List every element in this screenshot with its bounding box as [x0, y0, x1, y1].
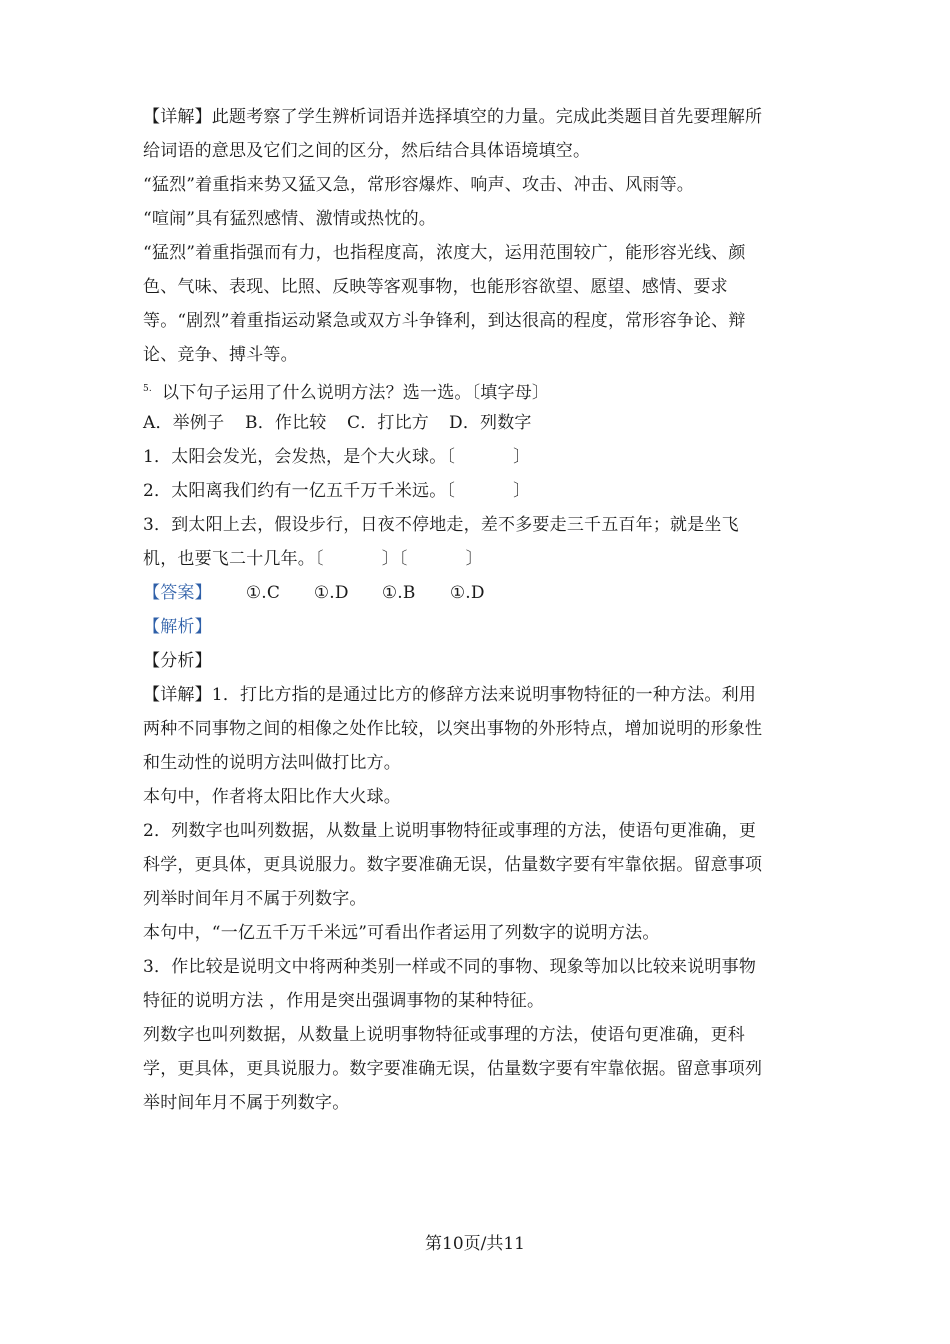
question-item-2 [143, 474, 808, 508]
question-item-1 [143, 440, 808, 474]
question-options [143, 406, 808, 440]
bracket-close: 〕 [513, 447, 531, 467]
option-a: A．举例子 [143, 413, 225, 433]
option-d: D．列数字 [449, 413, 532, 433]
text-line: “猛烈”着重指来势又猛又急，常形容爆炸、响声、攻击、冲击、风雨等。 [143, 175, 694, 195]
detail-line: 3．作比较是说明文中将两种类别一样或不同的事物、现象等加以比较来说明事物 [143, 957, 757, 977]
text-line: “猛烈”着重指强而有力，也指程度高，浓度大，运用范围较广，能形容光线、颜 [143, 243, 746, 263]
question-stem [143, 372, 808, 406]
page-footer: 第10页/共11 [425, 1234, 525, 1254]
detail-line: 2．列数字也叫列数据，从数量上说明事物特征或事理的方法，使语句更准确，更 [143, 821, 757, 841]
answer-row [143, 576, 808, 610]
detail-line: 【详解】1．打比方指的是通过比方的修辞方法来说明事物特征的一种方法。利用 [143, 685, 757, 705]
document-body [143, 100, 808, 1120]
analysis-label: 【解析】 [143, 617, 212, 637]
detail-line: 列数字也叫列数据，从数量上说明事物特征或事理的方法，使语句更准确，更科 [143, 1025, 745, 1045]
option-b: B．作比较 [245, 413, 327, 433]
text-line: 等。“剧烈”着重指运动紧急或双方斗争锋利，到达很高的程度，常形容争论、辩 [143, 311, 746, 331]
detail-line: 特征的说明方法 ，作用是突出强调事物的某种特征。 [143, 991, 545, 1011]
question-stem-text: 以下句子运用了什么说明方法？选一选。〔填字母〕 [162, 383, 550, 403]
answer-value: ①.B [381, 583, 416, 603]
detail-line: 两种不同事物之间的相像之处作比较，以突出事物的外形特点，增加说明的形象性 [143, 719, 763, 739]
detail-line: 学，更具体，更具说服力。数字要准确无误，估量数字要有牢靠依据。留意事项列 [143, 1059, 763, 1079]
item-text: 1．太阳会发光，会发热，是个大火球。〔 [143, 447, 456, 467]
text-line: 论、竞争、搏斗等。 [143, 345, 298, 365]
text-line: 【详解】此题考察了学生辨析词语并选择填空的力量。完成此类题目首先要理解所 [143, 107, 763, 127]
answer-value: ①.D [313, 583, 349, 603]
detail-line: 列举时间年月不属于列数字。 [143, 889, 367, 909]
answer-value: ①.D [449, 583, 485, 603]
text-line: 色、气味、表现、比照、反映等客观事物，也能形容欲望、愿望、感情、要求 [143, 277, 728, 297]
item-text: 机，也要飞二十几年。〔 [143, 549, 324, 569]
text-line: “喧闹”具有猛烈感情、激情或热忱的。 [143, 209, 436, 229]
detail-line: 举时间年月不属于列数字。 [143, 1093, 350, 1113]
text-line: 给词语的意思及它们之间的区分，然后结合具体语境填空。 [143, 141, 591, 161]
detail-line: 和生动性的说明方法叫做打比方。 [143, 753, 401, 773]
fenxi-label: 【分析】 [143, 651, 212, 671]
question-item-3-line1: 3．到太阳上去，假设步行，日夜不停地走，差不多要走三千五百年；就是坐飞 [143, 515, 739, 535]
answer-value: ①.C [245, 583, 281, 603]
bracket-close: 〕 [513, 481, 531, 501]
item-text: 2．太阳离我们约有一亿五千万千米远。〔 [143, 481, 456, 501]
detail-line: 本句中，作者将太阳比作大火球。 [143, 787, 401, 807]
detail-line: 科学，更具体，更具说服力。数字要准确无误，估量数字要有牢靠依据。留意事项 [143, 855, 763, 875]
bracket-close: 〕 [465, 549, 483, 569]
question-number: 5. [143, 384, 152, 394]
option-c: C．打比方 [347, 413, 430, 433]
answer-label: 【答案】 [143, 583, 212, 603]
question-item-3-line2 [143, 542, 808, 576]
detail-line: 本句中，“一亿五千万千米远”可看出作者运用了列数字的说明方法。 [143, 923, 660, 943]
bracket-mid: 〕〔 [381, 549, 408, 569]
